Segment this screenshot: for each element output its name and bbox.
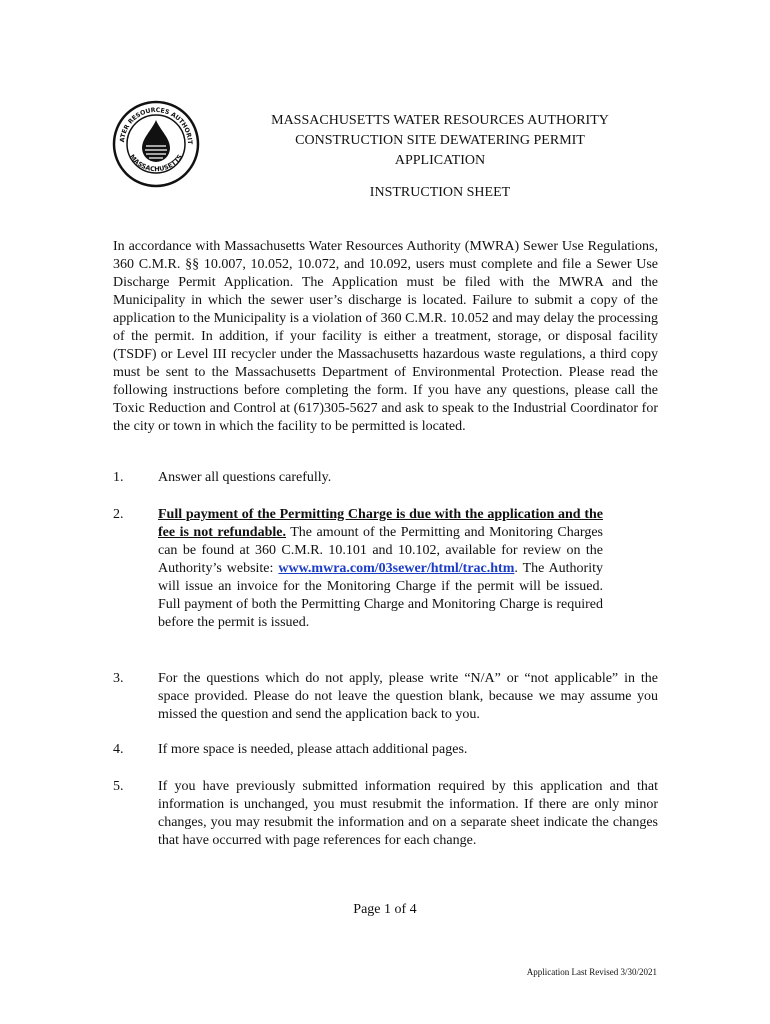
list-item (113, 670, 658, 724)
item-text: If you have previously submitted information required by this application and that information is unchanged, you must resubmit the information. If there are only minor changes, you may resubmit the information and on a separate sheet indicate the changes that have occurred with page references for each change. (158, 779, 658, 848)
item-text: For the questions which do not apply, please write “N/A” or “not applicable” in the space provided. Please do not leave the question blank, because we may assume you missed the question and send the application back to you. (158, 671, 658, 722)
item-number: 1. (113, 470, 124, 485)
list-item (113, 469, 658, 487)
invoice-text: . The Authority will issue an invoice for the Monitoring Charge if the permit will be issued. Full payment of both the Permitting Charge and Monitoring Charge is required before the permit is issued. (158, 561, 603, 630)
list-item (113, 778, 658, 850)
instruction-sheet-heading: INSTRUCTION SHEET (369, 185, 511, 200)
title-line-1: MASSACHUSETTS WATER RESOURCES AUTHORITY (271, 113, 609, 128)
list-item (113, 506, 658, 632)
item-text: If more space is needed, please attach additional pages. (158, 742, 468, 757)
list-item (113, 741, 658, 759)
seal-text-bottom: MASSACHUSETTS (127, 152, 185, 174)
item-text: Answer all questions carefully. (158, 470, 332, 485)
fee-notice: Full payment of the Permitting Charge is due with the application and the fee is not refundable. (158, 507, 603, 540)
item-number: 2. (113, 507, 124, 522)
revision-date: Application Last Revised 3/30/2021 (526, 967, 657, 977)
title-line-3: APPLICATION (394, 153, 486, 168)
item-number: 3. (113, 671, 124, 686)
title-line-2: CONSTRUCTION SITE DEWATERING PERMIT (295, 133, 585, 148)
intro-paragraph: In accordance with Massachusetts Water Resources Authority (MWRA) Sewer Use Regulations, 360 C.M.R. §§ 10.007, 10.052, 10.072, and 10.092, users must complete and file a Sewer Use Discharge Permit Application. The Application must be filed with the MWRA and the Municipality in which the sewer user’s discharge is located. Failure to submit a copy of the application to the Municipality is a violation of 360 C.M.R. 10.052 and may delay the processing of the permit. In addition, if your facility is either a treatment, storage, or disposal facility (TSDF) or Level III recycler under the Massachusetts hazardous waste regulations, a third copy must be sent to the Massachusetts Department of Environmental Protection. Please read the following instructions before completing the form. If you have any questions, please call the Toxic Reduction and Control at (617)305-5627 and ask to speak to the Industrial Coordinator for the city or town in which the facility to be permitted is located. (113, 239, 658, 434)
website-link[interactable]: www.mwra.com/03sewer/html/trac.htm (278, 561, 515, 576)
charges-text: The amount of the Permitting and Monitoring Charges can be found at 360 C.M.R. 10.101 and 10.102, available for review on the Authority’s website: (158, 525, 604, 576)
document-title (200, 111, 680, 171)
seal-text-top: ATER RESOURCES AUTHORIT (118, 106, 194, 145)
item-text (158, 506, 603, 632)
mwra-seal-logo (112, 100, 200, 188)
item-number: 4. (113, 742, 124, 757)
item-number: 5. (113, 779, 124, 794)
page-number: Page 1 of 4 (353, 902, 417, 917)
